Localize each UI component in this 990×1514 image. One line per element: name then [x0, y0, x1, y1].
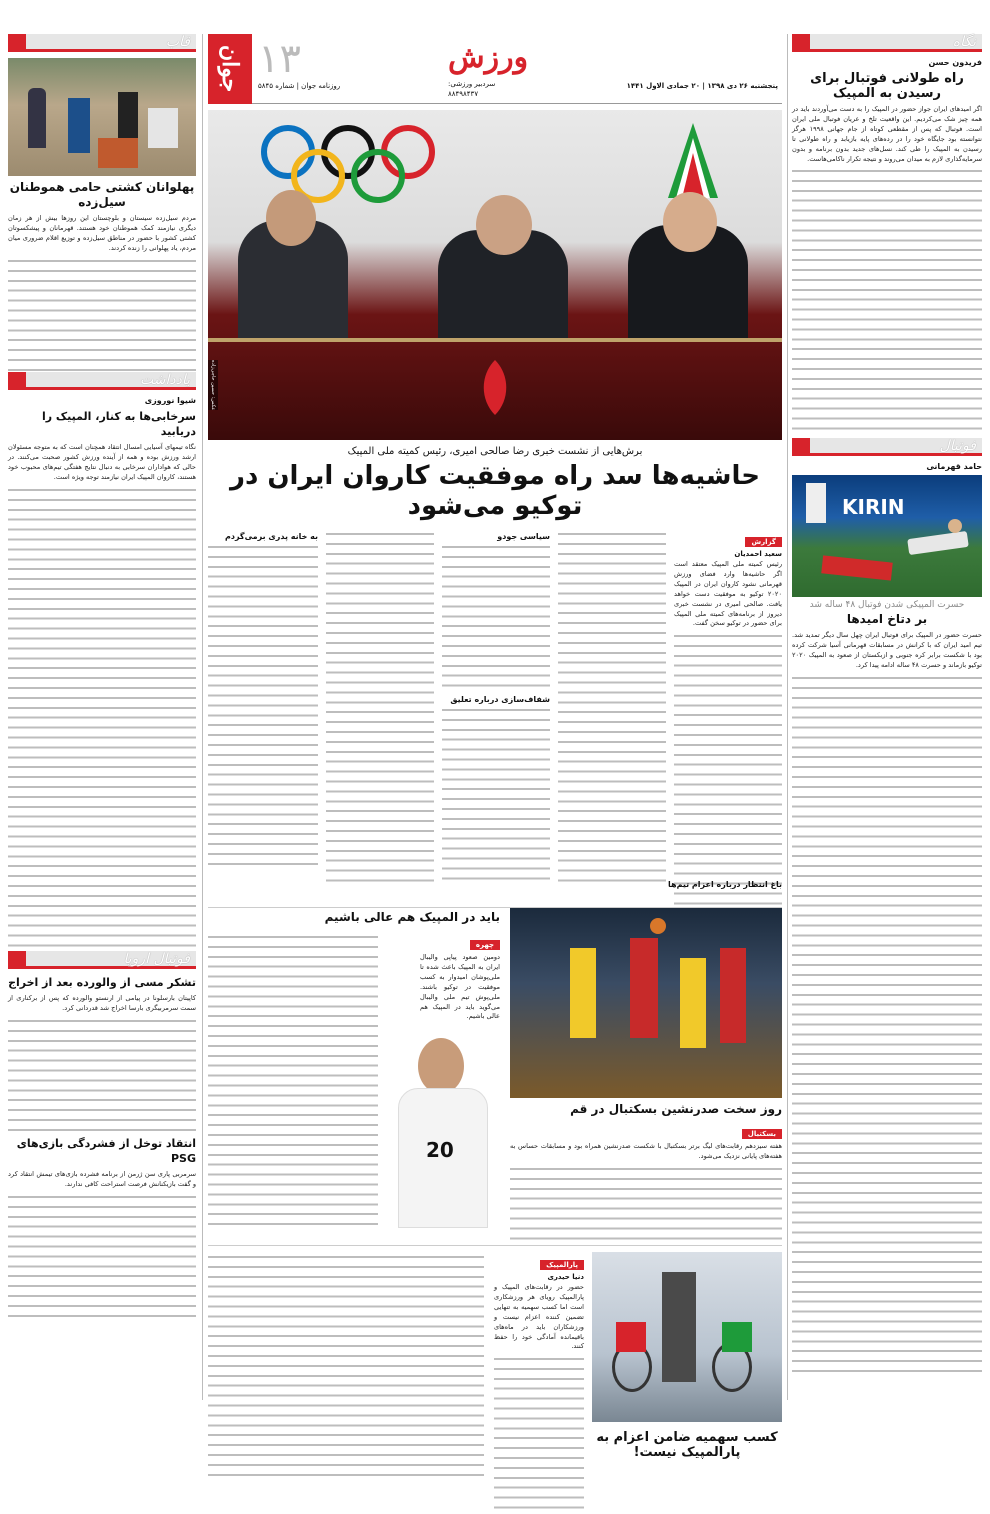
section-banner-qab: قاب: [8, 34, 196, 52]
article-text-filler: [442, 705, 550, 885]
author-name: فریدون حسن: [928, 58, 982, 67]
volleyball-article: [208, 908, 500, 1238]
basketball-photo: [510, 908, 782, 1098]
article-body: مردم سیل‌زده سیستان و بلوچستان این روزها بیش از هر زمان دیگری نیازمند کمک هموطنان خود هستند. قهرمانان و پیشکسوتان کشتی کشور با حضور در مناطق سیل‌زده و توزیع اقلام ضروری میان مردم، یاد پهلوانی را زنده کردند.: [8, 214, 196, 364]
section-banner-yaddasht: یادداشت: [8, 372, 196, 390]
author-name: حامد قهرمانی: [926, 462, 982, 471]
article-title: بر دتاخ امیدها: [846, 612, 928, 626]
masthead: [208, 34, 782, 104]
main-headline: حاشیه‌ها سد راه موفقیت کاروان ایران در توکیو می‌شود: [229, 461, 761, 521]
article-body: حضور در رقابت‌های المپیک و پارالمپیک رویای هر ورزشکاری است اما کسب سهمیه به تنهایی تضمین کننده اعزام نیست و ورزشکاران باید در ماه‌های باقیمانده آمادگی خود را حفظ کنند.: [494, 1283, 584, 1483]
article-title: راه طولانی فوتبال برای رسیدن به المپیک: [810, 71, 964, 101]
text-filler: [8, 1016, 196, 1136]
article-title: تشکر مسی از والورده بعد از اخراج: [8, 976, 196, 989]
article-body: سرمربی پاری سن ژرمن از برنامه فشرده بازی‌های تیمش انتقاد کرد و گفت بازیکنانش فرصت استراحت کافی ندارند.: [8, 1170, 196, 1320]
article-title: کسب سهمیه ضامن اعزام به پارالمپیک نیست!: [596, 1430, 778, 1460]
olympic-rings-icon: [248, 120, 508, 200]
issue-number: روزنامه جوان | شماره ۵۸۴۵: [258, 82, 341, 90]
paralympic-photo: [592, 1252, 782, 1422]
basketball-article: [510, 908, 782, 1238]
section-title: ورزش: [448, 40, 529, 75]
phone-number: ۸۸۴۹۸۴۳۷: [448, 90, 479, 98]
article-title: انتقاد توخل از فشردگی بازی‌های PSG: [16, 1137, 196, 1165]
left-column: [8, 34, 196, 1400]
main-column: [208, 34, 782, 1460]
subhead: باغ انتظار درباره اعزام تیم‌ها: [668, 880, 782, 889]
article-body: کاپیتان بارسلونا در پیامی از ارنستو والورده که پس از برکناری از سمت سرمربیگری بارسا اخراج شد قدردانی کرد.: [8, 994, 196, 1134]
paralympic-article: [208, 1245, 782, 1495]
text-filler: [510, 1164, 782, 1244]
article-column: [442, 529, 550, 889]
article-kicker: برش‌هایی از نشست خبری رضا صالحی امیری، رئیس کمیته ملی المپیک: [347, 446, 643, 457]
page-number: ۱۳: [258, 36, 301, 82]
article-text-filler: [442, 542, 550, 692]
article-text-filler: [208, 932, 378, 1228]
photo-credit: عکس: حسین حاجی‌زاده: [210, 360, 216, 411]
article-body: اگر امیدهای ایران جواز حضور در المپیک را به دست می‌آوردند باید در همه چیز شک می‌کردیم. این واقعیت تلخ و عریان فوتبال ملی ایران است. فوتبال که پس از مقطعی کوتاه از جام جهانی ۱۹۹۸ هرگز نتوانسته بود جایگاه خود را در رده‌های پایه بازیابد و راه طولانی تا رسیدن به المپیک را طی کند. نسل‌های جدید بدون برنامه و بدون سرمایه‌گذاری لازم به میدان می‌روند و نتیجه تکرار ناکامی‌هاست.: [792, 105, 982, 430]
report-author: سعید احمدیان: [734, 550, 782, 558]
section-banner-negah: نگاه: [792, 34, 982, 52]
article-body: هفته سیزدهم رقابت‌های لیگ برتر بسکتبال با شکست صدرنشین همراه بود و مسابقات حساس به هفته‌های پایانی نزدیک می‌شود.: [510, 1142, 782, 1242]
wrestlers-photo: [8, 58, 196, 176]
main-article: [208, 529, 782, 899]
article-body: نگاه تیمهای آسیایی امسال انتقاد همچنان است که به متوجه مسئولان ارشد ورزش بوده و همه از آینده ورزش کشور صحبت می‌کنند. در حالی که هواداران سرخابی به دنبال نتایج هفتگی تیم‌های محبوب خود هستند، کاروان المپیک ایران نیازمند توجه ویژه است.: [8, 443, 196, 943]
text-filler: [8, 1192, 196, 1322]
subhead: سیاسی جودو: [497, 532, 550, 541]
text-filler: [792, 673, 982, 1373]
article-column: [208, 529, 318, 889]
article-body: رئیس کمیته ملی المپیک معتقد است اگر حاشیه‌ها وارد فضای ورزش قهرمانی نشود کاروان ایران در المپیک ۲۰۲۰ توکیو به موفقیت دست خواهد یافت. صالحی امیری در نشست خبری دیروز از برنامه‌های کمیته ملی المپیک برای حضور در توکیو سخن گفت.: [674, 560, 782, 890]
article-text-filler: [326, 529, 434, 889]
text-filler: [494, 1354, 584, 1514]
article-title: باید در المپیک هم عالی باشیم: [324, 910, 500, 924]
volleyball-player-photo: 20: [388, 1028, 498, 1228]
right-column: [792, 34, 982, 1400]
article-text-filler: [558, 529, 666, 889]
article-body: حسرت حضور در المپیک برای فوتبال ایران چهل سال دیگر تمدید شد. تیم امید ایران که با کرانش در مسابقات قهرمانی آسیا شرکت کرده بود با شکست برابر کره جنوبی و ازبکستان از صعود به المپیک ۲۰۲۰ توکیو بازماند و حسرت ۴۸ ساله ادامه پیدا کرد.: [792, 631, 982, 1351]
author-name: شیوا نوروزی: [144, 396, 196, 405]
section-banner-europe-football: فوتبال اروپا: [8, 951, 196, 969]
article-title: سرخابی‌ها به کنار، المپیک را دریابید: [41, 410, 196, 438]
text-filler: [8, 256, 196, 386]
sports-row: [208, 907, 782, 1237]
section-banner-football: فوتبال: [792, 438, 982, 456]
text-filler: [8, 485, 196, 955]
editor-label: سردبیر ورزشی:: [448, 80, 496, 88]
article-title: روز سخت صدرنشین بسکتبال در قم: [570, 1102, 782, 1116]
article-text-filler: [208, 1252, 484, 1482]
article-body: دومین صعود پیاپی والیبال ایران به المپیک باعث شده تا ملی‌پوشان امیدوار به کسب موفقیت در توکیو باشند. ملی‌پوش تیم ملی والیبال می‌گوید باید در المپیک هم عالی باشیم.: [420, 953, 500, 1021]
basketball-tag: بسکتبال: [742, 1129, 782, 1139]
subhead: شفاف‌سازی درباره تعلیق: [450, 695, 550, 704]
article-column: [558, 529, 666, 889]
text-filler: [792, 166, 982, 436]
column-divider: [202, 34, 203, 1400]
iran-emblem-icon: [465, 355, 525, 425]
paralympic-author: دنیا حیدری: [547, 1273, 584, 1281]
column-divider: [787, 34, 788, 1400]
subhead: به خانه پدری برمی‌گردم: [224, 532, 318, 541]
issue-date: پنجشنبه ۲۶ دی ۱۳۹۸ | ۲۰ جمادی الاول ۱۴۴۱: [626, 82, 778, 90]
article-column: [326, 529, 434, 889]
volleyball-tag: چهره: [470, 940, 500, 950]
article-title: پهلوانان کشتی حامی هموطنان سیل‌زده: [9, 180, 195, 209]
press-conference-photo: [208, 110, 782, 440]
report-tag: گزارش: [745, 537, 782, 547]
article-text-filler: [208, 542, 318, 872]
paper-logo: جوان: [208, 34, 252, 104]
photo-caption: حسرت المپیکی شدن فوتبال ۴۸ ساله شد: [809, 600, 965, 610]
paralympic-tag: پارالمپیک: [540, 1260, 584, 1270]
football-photo: KIRIN: [792, 475, 982, 597]
